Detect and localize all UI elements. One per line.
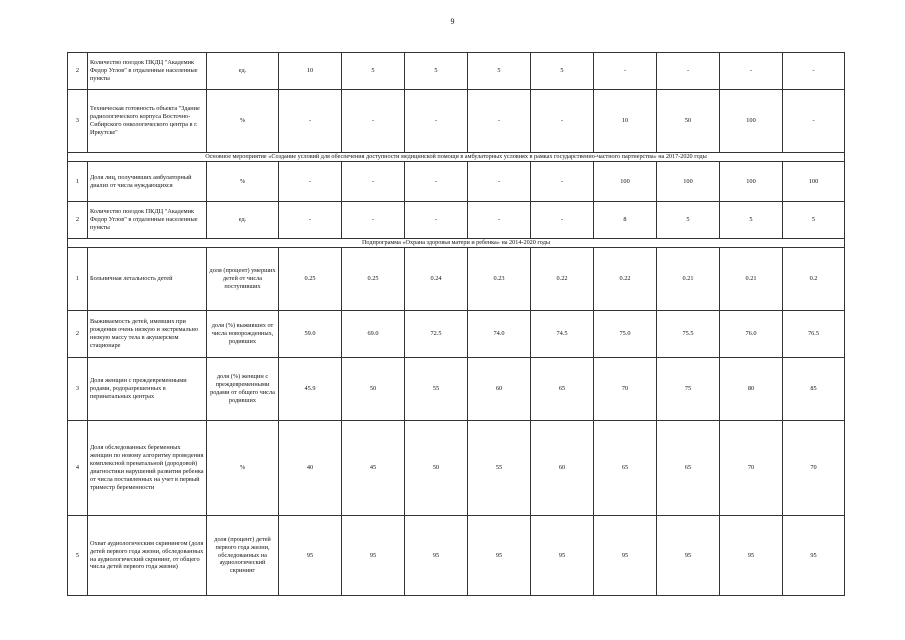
value-cell: 95 [531,516,594,596]
unit-cell: доля (процент) детей первого года жизни, обследованных на аудиологический скрининг [207,516,279,596]
value-cell: 100 [657,162,720,202]
value-cell: 60 [531,421,594,516]
table-row [68,358,845,421]
unit-cell: % [207,421,279,516]
row-number-cell: 4 [68,421,88,516]
value-cell: 100 [720,90,783,153]
value-cell: 5 [342,53,405,90]
value-cell: - [657,53,720,90]
value-cell: 0.22 [594,248,657,311]
value-cell: - [594,53,657,90]
value-cell: 0.24 [405,248,468,311]
value-cell: 50 [405,421,468,516]
table-row [68,421,845,516]
indicator-name-cell: Количество поездок ПКДЦ "Академик Федор Углов" в отдаленные населенные пункты [88,202,207,239]
row-number-cell: 1 [68,162,88,202]
indicator-name-cell: Доля женщин с преждевременными родами, родоразрешенных в перинатальных центрах [88,358,207,421]
value-cell: 45.9 [279,358,342,421]
value-cell: - [531,162,594,202]
value-cell: - [720,53,783,90]
value-cell: 0.25 [342,248,405,311]
section-header-row [68,153,845,162]
unit-cell: ед. [207,202,279,239]
value-cell: 95 [720,516,783,596]
value-cell: 0.21 [657,248,720,311]
unit-cell: % [207,90,279,153]
value-cell: 75.0 [594,311,657,358]
value-cell: 80 [720,358,783,421]
value-cell: 75 [657,358,720,421]
value-cell: - [342,90,405,153]
row-number-cell: 2 [68,53,88,90]
indicator-name-cell: Техническая готовность объекта "Здание радиологического корпуса Восточно-Сибирского онкологического центра в г. Иркутске" [88,90,207,153]
value-cell: 95 [405,516,468,596]
value-cell: 95 [657,516,720,596]
value-cell: 95 [468,516,531,596]
value-cell: 85 [783,358,845,421]
table-row [68,311,845,358]
value-cell: 5 [783,202,845,239]
value-cell: 95 [594,516,657,596]
row-number-cell: 2 [68,311,88,358]
value-cell: 5 [405,53,468,90]
unit-cell: доля (%) женщин с преждевременными родами от общего числа родивших [207,358,279,421]
row-number-cell: 3 [68,358,88,421]
value-cell: - [468,90,531,153]
value-cell: 75.5 [657,311,720,358]
indicator-name-cell: Больничная летальность детей [88,248,207,311]
value-cell: 0.2 [783,248,845,311]
value-cell: 74.0 [468,311,531,358]
value-cell: 59.0 [279,311,342,358]
value-cell: - [342,162,405,202]
value-cell: 100 [783,162,845,202]
table-row [68,90,845,153]
value-cell: 5 [657,202,720,239]
value-cell: - [468,162,531,202]
unit-cell: ед. [207,53,279,90]
value-cell: 55 [468,421,531,516]
value-cell: 65 [594,421,657,516]
value-cell: 5 [468,53,531,90]
row-number-cell: 1 [68,248,88,311]
value-cell: 40 [279,421,342,516]
indicators-table [67,52,845,596]
value-cell: 5 [720,202,783,239]
value-cell: 70 [594,358,657,421]
unit-cell: доля (%) выживших от числа новорожденных, родивших [207,311,279,358]
indicator-name-cell: Доля лиц, получивших амбулаторный диализ от числа нуждающихся [88,162,207,202]
table-row [68,53,845,90]
table-row [68,162,845,202]
value-cell: - [405,202,468,239]
table-row [68,202,845,239]
value-cell: 50 [657,90,720,153]
value-cell: 74.5 [531,311,594,358]
value-cell: 0.25 [279,248,342,311]
value-cell: 70 [783,421,845,516]
table-row [68,248,845,311]
value-cell: 10 [594,90,657,153]
row-number-cell: 3 [68,90,88,153]
section-title: Основное мероприятие «Создание условий для обеспечения доступности медицинской помощи в амбулаторных условиях в рамках государственно-частного партнерства» на 2017-2020 годы [68,153,845,162]
value-cell: 76.0 [720,311,783,358]
value-cell: 60 [468,358,531,421]
value-cell: 0.23 [468,248,531,311]
indicator-name-cell: Количество поездок ПКДЦ "Академик Федор Углов" в отдаленные населенные пункты [88,53,207,90]
value-cell: 95 [342,516,405,596]
value-cell: - [279,90,342,153]
value-cell: 0.21 [720,248,783,311]
section-header-row [68,239,845,248]
value-cell: 95 [783,516,845,596]
value-cell: - [405,162,468,202]
value-cell: 69.0 [342,311,405,358]
row-number-cell: 5 [68,516,88,596]
value-cell: 55 [405,358,468,421]
value-cell: 70 [720,421,783,516]
value-cell: - [342,202,405,239]
value-cell: 100 [720,162,783,202]
value-cell: - [405,90,468,153]
value-cell: 100 [594,162,657,202]
section-title: Подпрограмма «Охрана здоровья матери и ребенка» на 2014-2020 годы [68,239,845,248]
value-cell: 8 [594,202,657,239]
indicator-name-cell: Доля обследованных беременных женщин по новому алгоритму проведения комплексной пренатальной (дородовой) диагностики нарушений развития ребенка от числа поставленных на учет в первый триместр беременности [88,421,207,516]
value-cell: 72.5 [405,311,468,358]
value-cell: 65 [531,358,594,421]
row-number-cell: 2 [68,202,88,239]
indicator-name-cell: Охват аудиологическим скринингом (доля детей первого года жизни, обследованных на аудиологический скрининг, от общего числа детей первого года жизни) [88,516,207,596]
value-cell: - [531,202,594,239]
value-cell: 76.5 [783,311,845,358]
unit-cell: % [207,162,279,202]
value-cell: - [783,53,845,90]
value-cell: - [279,202,342,239]
value-cell: 0.22 [531,248,594,311]
value-cell: 65 [657,421,720,516]
value-cell: 5 [531,53,594,90]
value-cell: 10 [279,53,342,90]
value-cell: - [279,162,342,202]
value-cell: 45 [342,421,405,516]
value-cell: - [783,90,845,153]
unit-cell: доля (процент) умерших детей от числа поступивших [207,248,279,311]
indicator-name-cell: Выживаемость детей, имевших при рождении очень низкую и экстремально низкую массу тела в акушерском стационаре [88,311,207,358]
table-row [68,516,845,596]
value-cell: - [531,90,594,153]
value-cell: 95 [279,516,342,596]
value-cell: - [468,202,531,239]
value-cell: 50 [342,358,405,421]
page-number: 9 [450,17,455,26]
